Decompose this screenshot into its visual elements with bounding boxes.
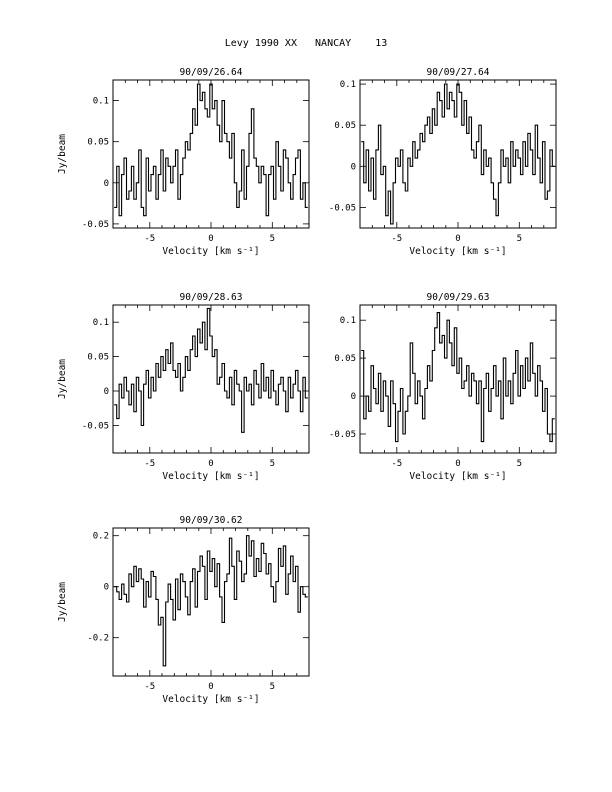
spectrum-panel-4 [329, 292, 556, 482]
spectrum-trace [114, 84, 308, 216]
panel-title: 90/09/29.63 [426, 292, 490, 303]
y-axis-label: Jy/beam [57, 133, 68, 175]
y-tick-label: -0.05 [81, 421, 109, 432]
plot-frame [113, 80, 309, 228]
y-tick-label: 0.2 [92, 531, 109, 542]
panel-title: 90/09/28.63 [179, 292, 243, 303]
y-tick-label: 0.05 [334, 354, 356, 365]
y-tick-label: 0.05 [334, 121, 356, 132]
x-tick-label: 5 [516, 234, 523, 244]
x-axis-label: Velocity [km s⁻¹] [162, 246, 260, 257]
spectrum-panel-1 [57, 67, 309, 257]
x-tick-label: 0 [455, 234, 461, 244]
spectrum-panel-2 [329, 67, 556, 257]
y-tick-label: 0.1 [92, 318, 109, 329]
x-axis-label: Velocity [km s⁻¹] [162, 694, 260, 705]
spectrum-panel-5 [57, 515, 309, 705]
y-axis-label: Jy/beam [57, 358, 68, 400]
x-tick-label: 5 [269, 234, 276, 244]
spectrum-panel-3 [57, 292, 309, 482]
y-tick-label: 0 [350, 162, 356, 173]
y-tick-label: 0.1 [92, 96, 109, 107]
x-tick-label: 0 [208, 234, 214, 244]
x-tick-label: 5 [269, 459, 276, 469]
y-tick-label: -0.05 [328, 203, 356, 214]
spectrum-trace [114, 308, 308, 432]
y-tick-label: -0.05 [81, 219, 109, 230]
y-tick-label: 0.1 [339, 316, 356, 327]
y-tick-label: -0.2 [87, 633, 109, 644]
panel-title: 90/09/26.64 [179, 67, 243, 78]
plot-frame [113, 528, 309, 676]
y-tick-label: 0.05 [87, 352, 109, 363]
y-tick-label: 0.1 [339, 80, 356, 91]
x-tick-label: 5 [516, 459, 523, 469]
x-axis-label: Velocity [km s⁻¹] [409, 246, 507, 257]
y-tick-label: 0 [103, 178, 109, 189]
y-tick-label: -0.05 [328, 430, 356, 440]
plot-frame [113, 305, 309, 453]
x-axis-label: Velocity [km s⁻¹] [409, 471, 507, 482]
x-tick-label: -5 [144, 682, 156, 692]
spectrum-trace [114, 536, 308, 666]
x-tick-label: 0 [455, 459, 461, 469]
x-tick-label: 0 [208, 682, 214, 692]
y-tick-label: 0 [103, 582, 109, 593]
x-tick-label: -5 [144, 459, 156, 469]
y-tick-label: 0 [103, 387, 109, 397]
x-tick-label: -5 [391, 234, 403, 244]
panel-title: 90/09/27.64 [426, 67, 490, 78]
y-axis-label: Jy/beam [57, 581, 68, 623]
spectrum-trace [361, 84, 555, 224]
plot-frame [360, 305, 556, 453]
y-tick-label: 0 [350, 392, 356, 403]
page-title: Levy 1990 XX NANCAY 13 [224, 38, 388, 49]
spectrum-trace [361, 313, 555, 442]
x-tick-label: 5 [269, 682, 276, 692]
x-tick-label: -5 [144, 234, 156, 244]
y-tick-label: 0.05 [87, 137, 109, 148]
plot-frame [360, 80, 556, 228]
x-axis-label: Velocity [km s⁻¹] [162, 471, 260, 482]
x-tick-label: 0 [208, 459, 214, 469]
panel-title: 90/09/30.62 [179, 515, 243, 526]
x-tick-label: -5 [391, 459, 403, 469]
